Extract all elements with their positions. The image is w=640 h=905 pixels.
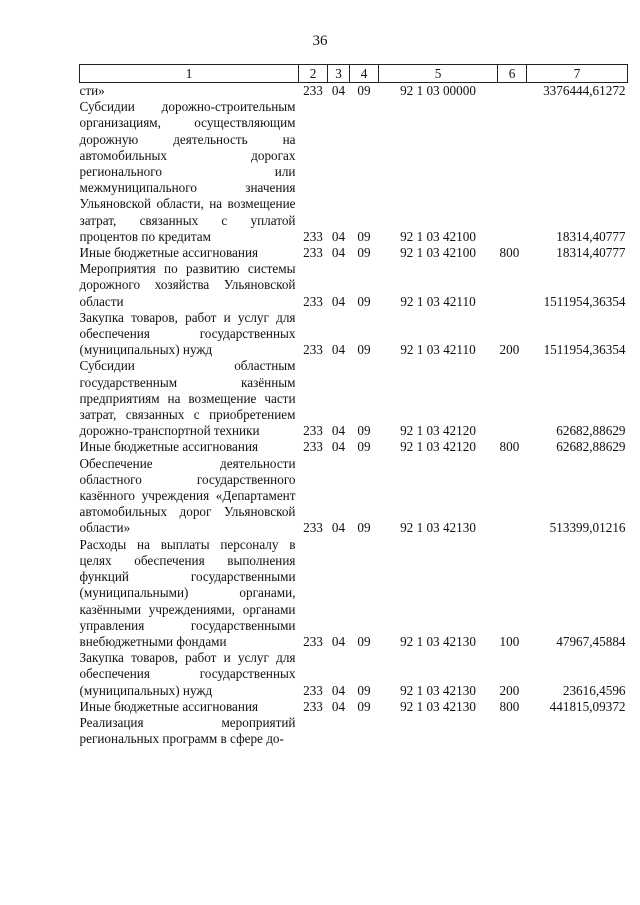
subsection-code-cell: 09 — [357, 633, 371, 649]
target-article-cell: 92 1 03 42110 — [400, 293, 476, 309]
table-row — [80, 310, 628, 359]
row-name-cell: Расходы на выплаты персоналу в целях обеспечения выполнения функций государственными (муниципальными) органами, казёнными учреждениями, органами управления государственными внебюджетными фондами — [79, 536, 296, 649]
table-row — [80, 456, 628, 537]
header-row — [80, 65, 628, 83]
ministry-code-cell: 233 — [303, 293, 323, 309]
expense-type-cell: 800 — [499, 698, 520, 714]
subsection-code-cell: 09 — [357, 423, 371, 439]
expense-type-cell — [498, 358, 527, 439]
section-code-cell: 04 — [331, 83, 346, 98]
table-row — [80, 99, 628, 245]
table-row — [80, 358, 628, 439]
expense-type-cell: 800 — [499, 439, 520, 455]
expense-type-cell: 200 — [499, 682, 520, 698]
header-cell: 3 — [328, 65, 350, 83]
section-code-cell: 04 — [331, 245, 346, 261]
subsection-code-cell — [350, 715, 379, 747]
table-row — [80, 439, 628, 455]
target-article-cell: 92 1 03 42130 — [400, 682, 476, 698]
row-name-cell: Закупка товаров, работ и услуг для обеспечения государственных (муниципальных) нужд — [79, 309, 296, 358]
section-code-cell: 04 — [331, 698, 346, 714]
amount-cell: 47967,45884 — [556, 633, 626, 649]
expense-type-cell: 100 — [499, 633, 520, 649]
ministry-code-cell: 233 — [303, 520, 323, 536]
row-name-cell: Иные бюджетные ассигнования — [79, 439, 259, 455]
subsection-code-cell: 09 — [357, 342, 371, 358]
expense-type-cell — [498, 83, 527, 100]
subsection-code-cell: 09 — [357, 228, 371, 244]
amount-cell: 441815,09372 — [549, 698, 626, 714]
row-name-cell: Иные бюджетные ассигнования — [79, 698, 259, 714]
page-number: 36 — [312, 33, 328, 49]
header-cell: 7 — [527, 65, 628, 83]
amount-cell: 3376444,61272 — [543, 83, 626, 98]
table-row — [80, 650, 628, 699]
target-article-cell: 92 1 03 00000 — [400, 83, 476, 98]
header-cell: 6 — [498, 65, 527, 83]
row-name-cell: Субсидии областным государственным казённым предприятиям на возмещение части затрат, связанных с приобретением дорожно-транспортной техники — [79, 358, 296, 439]
section-code-cell: 04 — [331, 633, 346, 649]
subsection-code-cell: 09 — [357, 439, 371, 455]
section-code-cell: 04 — [331, 423, 346, 439]
ministry-code-cell: 233 — [303, 342, 323, 358]
subsection-code-cell: 09 — [357, 83, 371, 98]
header-cell: 4 — [350, 65, 379, 83]
header-cell: 1 — [80, 65, 299, 83]
amount-cell: 1511954,36354 — [543, 342, 626, 358]
expense-type-cell: 800 — [499, 245, 520, 261]
row-name-cell: Реализация мероприятий региональных программ в сфере до- — [79, 714, 296, 747]
amount-cell: 23616,4596 — [562, 682, 626, 698]
target-article-cell: 92 1 03 42100 — [400, 245, 476, 261]
ministry-code-cell: 233 — [303, 228, 323, 244]
section-code-cell: 04 — [331, 228, 346, 244]
ministry-code-cell: 233 — [303, 698, 323, 714]
expense-type-cell — [498, 99, 527, 245]
header-cell: 5 — [379, 65, 498, 83]
target-article-cell: 92 1 03 42120 — [400, 423, 476, 439]
table-row — [80, 537, 628, 650]
expense-type-cell — [498, 261, 527, 310]
amount-cell — [527, 715, 628, 747]
section-code-cell: 04 — [331, 520, 346, 536]
subsection-code-cell: 09 — [357, 293, 371, 309]
row-name-cell: Закупка товаров, работ и услуг для обеспечения государственных (муниципальных) нужд — [79, 650, 296, 698]
header-cell: 2 — [299, 65, 328, 83]
target-article-cell: 92 1 03 42130 — [400, 520, 476, 536]
ministry-code-cell: 233 — [303, 682, 323, 698]
table-row — [80, 261, 628, 310]
table-row — [80, 245, 628, 261]
row-name-cell: Иные бюджетные ассигнования — [79, 245, 259, 261]
section-code-cell — [328, 715, 350, 747]
amount-cell: 18314,40777 — [556, 228, 626, 244]
table-row — [80, 699, 628, 715]
ministry-code-cell: 233 — [303, 245, 323, 261]
subsection-code-cell: 09 — [357, 682, 371, 698]
amount-cell: 62682,88629 — [556, 423, 626, 439]
subsection-code-cell: 09 — [357, 245, 371, 261]
ministry-code-cell: 233 — [303, 423, 323, 439]
expense-type-cell: 200 — [499, 342, 520, 358]
subsection-code-cell: 09 — [357, 698, 371, 714]
table-body — [80, 83, 628, 748]
target-article-cell: 92 1 03 42110 — [400, 342, 476, 358]
section-code-cell: 04 — [331, 342, 346, 358]
target-article-cell: 92 1 03 42130 — [400, 698, 476, 714]
amount-cell: 1511954,36354 — [543, 293, 626, 309]
amount-cell: 513399,01216 — [549, 520, 626, 536]
ministry-code-cell: 233 — [303, 633, 323, 649]
row-name-cell: Субсидии дорожно-строительным организациям, осуществляющим дорожную деятельность на автомобильных дорогах регионального или межмуниципального значения Ульяновской области, на возмещение затрат, связанных с уплатой процентов по кредитам — [79, 99, 296, 244]
row-name-cell: Мероприятия по развитию системы дорожного хозяйства Ульяновской области — [79, 261, 296, 309]
amount-cell: 18314,40777 — [556, 245, 626, 261]
section-code-cell: 04 — [331, 293, 346, 309]
expense-type-cell — [498, 715, 527, 747]
expense-type-cell — [498, 456, 527, 537]
ministry-code-cell — [299, 715, 328, 747]
table-row — [80, 83, 628, 100]
target-article-cell: 92 1 03 42130 — [400, 633, 476, 649]
table-row — [80, 715, 628, 747]
section-code-cell: 04 — [331, 682, 346, 698]
row-name-cell: сти» — [79, 83, 105, 98]
budget-table — [79, 64, 628, 747]
amount-cell: 62682,88629 — [556, 439, 626, 455]
section-code-cell: 04 — [331, 439, 346, 455]
ministry-code-cell: 233 — [303, 83, 323, 98]
ministry-code-cell: 233 — [303, 439, 323, 455]
subsection-code-cell: 09 — [357, 520, 371, 536]
target-article-cell — [379, 715, 498, 747]
row-name-cell: Обеспечение деятельности областного государственного казённого учреждения «Департамент автомобильных дорог Ульяновской области» — [79, 455, 296, 536]
target-article-cell: 92 1 03 42100 — [400, 228, 476, 244]
target-article-cell: 92 1 03 42120 — [400, 439, 476, 455]
